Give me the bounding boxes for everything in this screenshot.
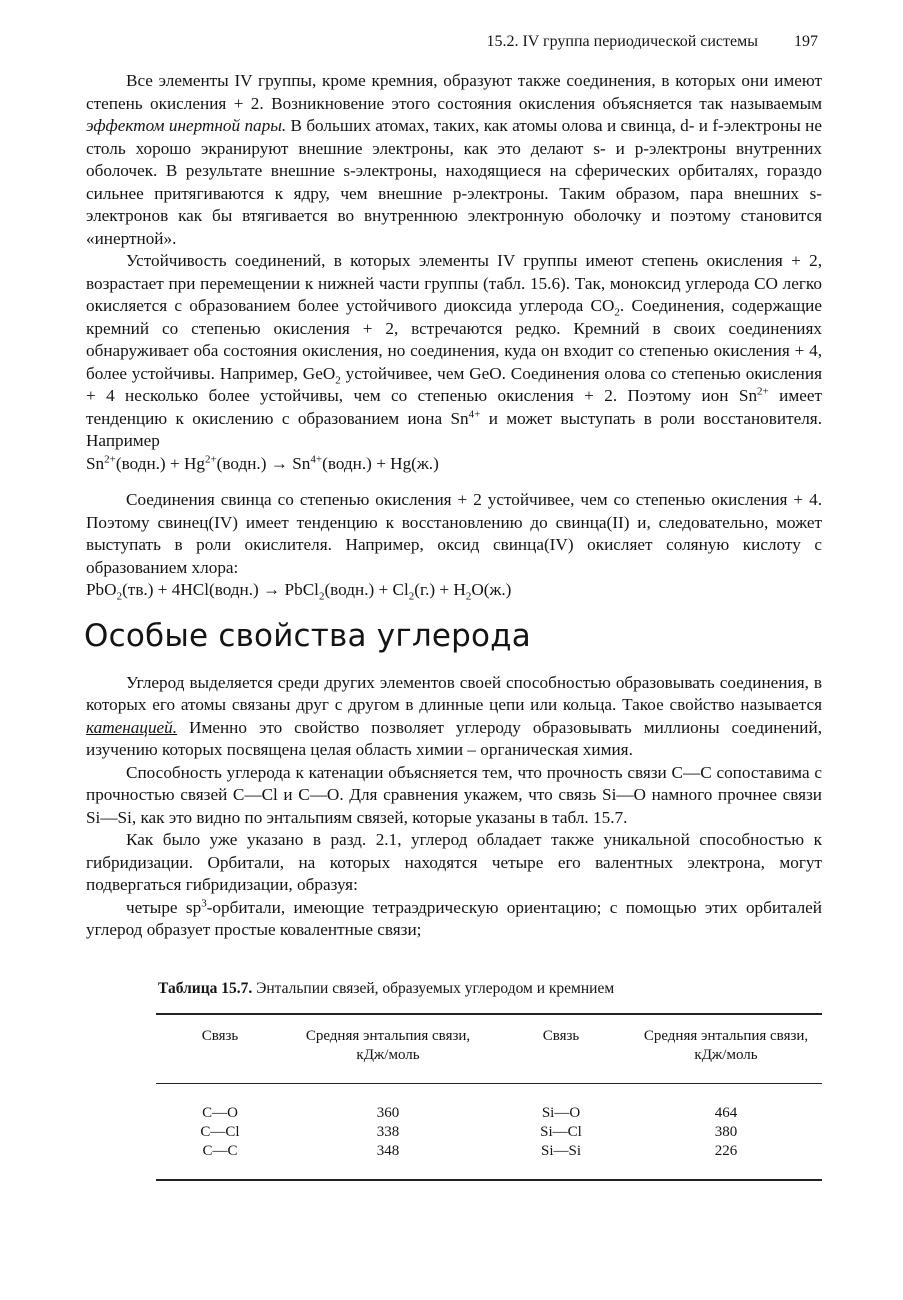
text-run: имеет тенденцию к окислению с образованием иона Sn <box>86 386 822 428</box>
table-row <box>156 1084 822 1124</box>
paragraph-lead: Соединения свинца со степенью окисления + 2 устойчивее, чем со степенью окисления + 4. Поэтому свинец(IV) имеет тенденцию к восстановлению до свинца(II) и, следовательно, может выступать в роли окислителя. Например, оксид свинца(IV) окисляет соляную кислоту с образованием хлора: <box>86 490 822 577</box>
body-text <box>86 70 822 942</box>
text-run: Все элементы IV группы, кроме кремния, образуют также соединения, в которых они имеют степень окисления + 2. Возникновение этого состояния окисления объясняется так называемым <box>86 71 822 113</box>
text-run: устойчивее, чем GeO. Соединения олова со степенью окисления + 4 несколько более устойчивы, чем со степенью окисления + 2. Поэтому ион Sn <box>86 363 822 405</box>
table-header-row <box>156 1014 822 1084</box>
table-cell: 380 <box>714 1124 738 1140</box>
table-cell: 360 <box>376 1105 400 1121</box>
running-head-title: 15.2. IV группа периодической системы <box>486 33 758 50</box>
text-run: четыре sp <box>126 897 202 917</box>
text-run: -орбитали, имеющие тетраэдрическую ориентацию; с помощью этих орбиталей углерод образует простые ковалентные связи; <box>86 897 822 939</box>
eq-run: O(ж.) <box>471 580 512 599</box>
paragraph-hybridization: Как было уже указано в разд. 2.1, углерод обладает также уникальной способностью к гибридизации. Орбитали, на которых находятся четыре его валентных электрона, могут подвергаться гибридизации, образуя: <box>86 830 822 894</box>
table-caption-label: Таблица 15.7. <box>158 980 253 997</box>
text-run: Углерод выделяется среди других элементов своей способностью образовывать соединения, в которых его атомы связаны друг с другом в длинные цепи или кольца. Такое свойство называется <box>86 672 822 714</box>
text-run: В больших атомах, таких, как атомы олова и свинца, d- и f-электроны не столь хорошо экранируют внешние электроны, как это делают s- и p-электроны внутренних оболочек. В результате внешние s-электроны, находящиеся на сферических орбиталях, гораздо сильнее притягиваются к ядру, чем внешние p-электроны. Таким образом, пара внешних s-электронов как бы втягивается во внутреннюю электронную оболочку и поэтому становится «инертной». <box>86 116 823 248</box>
bond-enthalpy-table <box>156 1013 822 1181</box>
eq-run: (г.) + H <box>414 580 466 599</box>
paragraph-sp3 <box>86 897 822 942</box>
table-row <box>156 1123 822 1142</box>
eq-sub: 2 <box>318 590 325 603</box>
equation-lead-oxide <box>86 579 822 602</box>
paragraph-stability <box>86 250 822 453</box>
table-cell: Si—Si <box>492 1142 630 1180</box>
paragraph-bond-strength: Способность углерода к катенации объясняется тем, что прочность связи C—C сопоставима с прочностью связей C—Cl и C—O. Для сравнения укажем, что связь Si—O намного прочнее связи Si—Si, как это видно по энтальпиям связей, которые указаны в табл. 15.7. <box>86 762 822 827</box>
text-run: и может выступать в роли восстановителя. Например <box>86 408 822 450</box>
equation-tin-mercury <box>86 453 822 476</box>
eq-run: (тв.) + 4HCl(водн.) → PbCl <box>122 580 319 599</box>
text-run: . Соединения, содержащие кремний со степенью окисления + 2, встречаются редко. Кремний в своих соединениях обнаруживает оба состояния окисления, но соединения, куда он входит со степенью окисления + 4, более устойчивы. Например, GeO <box>86 296 823 383</box>
eq-sup: 2+ <box>104 452 116 465</box>
table-cell: Si—O <box>541 1105 581 1121</box>
table-cell: C—C <box>156 1142 284 1180</box>
eq-sup: 2+ <box>204 452 217 465</box>
page-number: 197 <box>794 33 818 50</box>
eq-run: Sn <box>86 453 105 473</box>
eq-sup: 4+ <box>310 452 323 465</box>
column-header: Связь <box>492 1014 630 1084</box>
paragraph-inert-pair <box>86 70 822 250</box>
eq-run: (водн.) + Hg(ж.) <box>322 453 439 473</box>
table-cell: Si—Cl <box>540 1124 582 1140</box>
column-header: Связь <box>156 1014 284 1084</box>
eq-run: (водн.) + Hg <box>115 453 205 473</box>
superscript: 4+ <box>468 407 481 420</box>
paragraph-catenation <box>86 672 822 762</box>
column-header: Средняя энтальпия связи, кДж/моль <box>284 1014 492 1084</box>
term-catenation: катенацией. <box>86 717 178 737</box>
eq-sub: 2 <box>408 590 415 603</box>
text-run: Устойчивость соединений, в которых элементы IV группы имеют степень окисления + 2, возрастает при перемещении к нижней части группы (табл. 15.6). Так, моноксид углерода CO легко окисляется с образованием более устойчивого диоксида углерода CO <box>86 251 822 315</box>
table-caption-text: Энтальпии связей, образуемых углеродом и кремнием <box>252 980 615 997</box>
subscript: 2 <box>335 373 341 386</box>
text-run: Именно это свойство позволяет углероду образовывать миллионы соединений, изучению которых посвящена целая область химии – органическая химия. <box>86 717 822 759</box>
table-cell: 226 <box>630 1142 822 1180</box>
table-cell: C—Cl <box>200 1124 240 1140</box>
table-cell: 348 <box>284 1142 492 1180</box>
table-cell: C—O <box>202 1105 238 1121</box>
table-row <box>156 1142 822 1180</box>
column-header: Средняя энтальпия связи, кДж/моль <box>630 1014 822 1084</box>
term-inert-pair: эффектом инертной пары. <box>86 116 287 135</box>
subscript: 2 <box>614 306 620 319</box>
eq-sub: 2 <box>116 590 123 603</box>
table-cell: 338 <box>376 1124 400 1140</box>
section-heading: Особые свойства углерода <box>84 617 531 654</box>
eq-run: (водн.) + Cl <box>324 580 409 599</box>
table-caption <box>158 980 614 998</box>
eq-run: PbO <box>86 580 117 599</box>
superscript: 3 <box>201 896 207 909</box>
eq-run: (водн.) → Sn <box>216 453 311 473</box>
superscript: 2+ <box>757 385 769 398</box>
eq-sub: 2 <box>465 590 472 603</box>
table-cell: 464 <box>714 1105 738 1121</box>
